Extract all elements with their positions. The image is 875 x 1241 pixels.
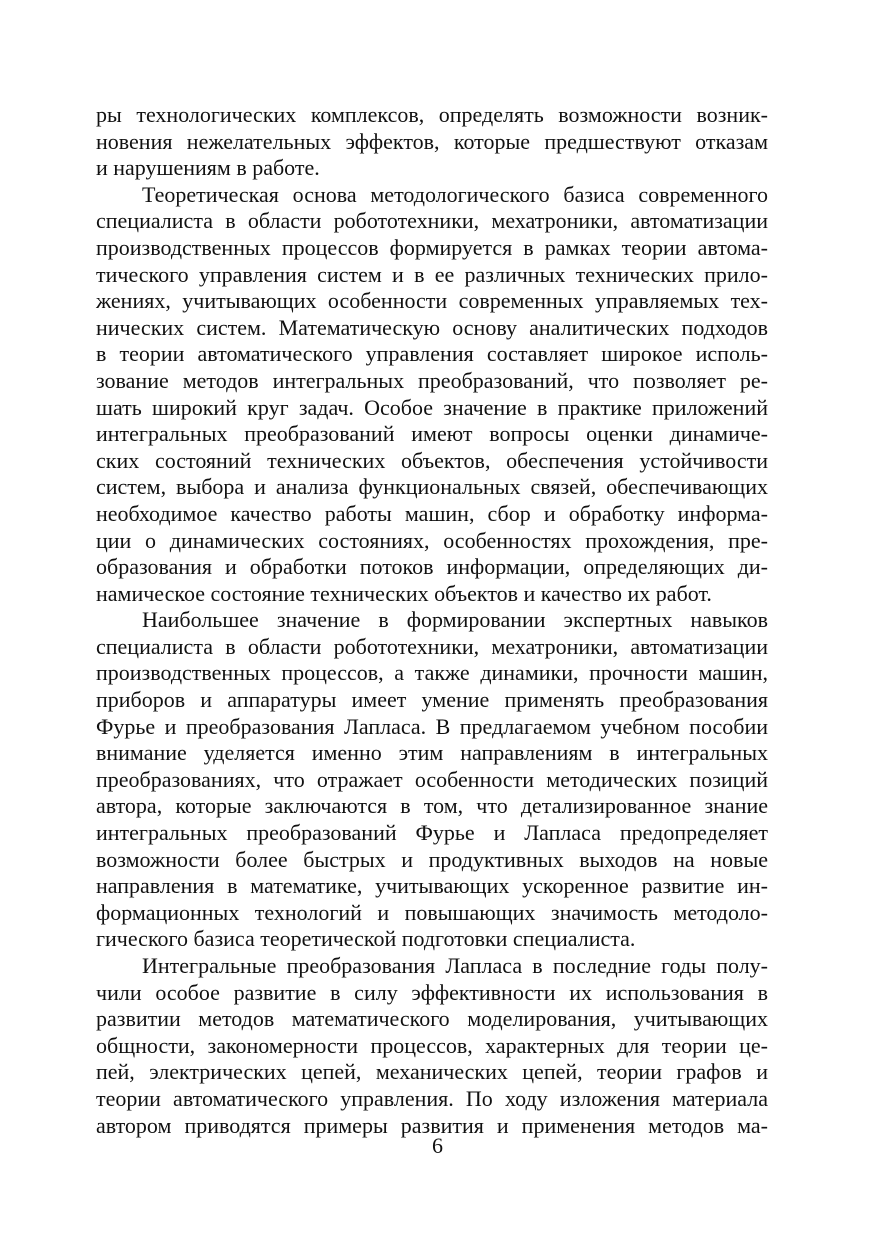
text-line: жениях, учитывающих особенности современных управляемых тех-: [96, 288, 768, 314]
text-line: интегральных преобразований Фурье и Лапласа предопределяет: [96, 820, 768, 846]
text-line: необходимое качество работы машин, сбор и обработку информа-: [96, 500, 768, 526]
text-line: Фурье и преобразования Лапласа. В предлагаемом учебном пособии: [96, 713, 768, 739]
text-line: направления в математике, учитывающих ускоренное развитие ин-: [96, 873, 768, 899]
text-line: тического управления систем и в ее различных технических прило-: [96, 261, 768, 287]
text-line: формационных технологий и повышающих значимость методоло-: [96, 899, 768, 925]
text-line: систем, выбора и анализа функциональных связей, обеспечивающих: [96, 474, 768, 500]
text-line: пей, электрических цепей, механических цепей, теории графов и: [96, 1059, 768, 1085]
text-line: гического базиса теоретической подготовки специалиста.: [96, 926, 636, 952]
text-line: чили особое развитие в силу эффективности их использования в: [96, 979, 768, 1005]
paragraph: [96, 182, 768, 608]
text-line: специалиста в области робототехники, мехатроники, автоматизации: [96, 208, 768, 234]
text-line: интегральных преобразований имеют вопросы оценки динамиче-: [96, 421, 768, 447]
text-line: возможности более быстрых и продуктивных выходов на новые: [96, 846, 768, 872]
text-line: Интегральные преобразования Лапласа в последние годы полу-: [142, 953, 768, 978]
text-line: Наибольшее значение в формировании экспертных навыков: [142, 607, 768, 633]
text-line: производственных процессов, а также динамики, прочности машин,: [96, 660, 768, 686]
text-line: образования и обработки потоков информации, определяющих ди-: [96, 554, 768, 580]
text-line: ции о динамических состояниях, особенностях прохождения, пре-: [96, 527, 768, 553]
paragraph: [96, 102, 768, 182]
text-line: и нарушениям в работе.: [96, 155, 320, 181]
text-line: автора, которые заключаются в том, что детализированное знание: [96, 793, 768, 819]
text-line: автором приводятся примеры развития и применения методов ма-: [96, 1112, 768, 1138]
text-line: производственных процессов формируется в рамках теории автома-: [96, 234, 768, 260]
text-line: намическое состояние технических объектов и качество их работ.: [96, 580, 712, 606]
text-line: преобразованиях, что отражает особенности методических позиций: [96, 766, 768, 792]
text-line: развитии методов математического моделирования, учитывающих: [96, 1006, 768, 1032]
text-line: приборов и аппаратуры имеет умение применять преобразования: [96, 687, 768, 713]
text-line: специалиста в области робототехники, мехатроники, автоматизации: [96, 633, 768, 659]
text-line: Теоретическая основа методологического базиса современного: [142, 181, 768, 207]
paragraph: [96, 953, 768, 1139]
text-line: общности, закономерности процессов, характерных для теории це-: [96, 1032, 768, 1058]
text-line: ских состояний технических объектов, обеспечения устойчивости: [96, 447, 768, 473]
text-line: зование методов интегральных преобразований, что позволяет ре-: [96, 367, 768, 393]
text-line: нических систем. Математическую основу аналитических подходов: [96, 314, 768, 340]
text-line: теории автоматического управления. По ходу изложения материала: [96, 1085, 768, 1111]
text-line: в теории автоматического управления составляет широкое исполь-: [96, 341, 768, 367]
text-line: шать широкий круг задач. Особое значение в практике приложений: [96, 394, 768, 420]
page-number: 6: [432, 1133, 443, 1158]
paragraph: [96, 607, 768, 953]
text-line: ры технологических комплексов, определять возможности возник-: [96, 102, 768, 127]
text-line: новения нежелательных эффектов, которые предшествуют отказам: [96, 128, 768, 154]
text-line: внимание уделяется именно этим направлениям в интегральных: [96, 740, 768, 766]
body-text: [96, 102, 768, 1139]
